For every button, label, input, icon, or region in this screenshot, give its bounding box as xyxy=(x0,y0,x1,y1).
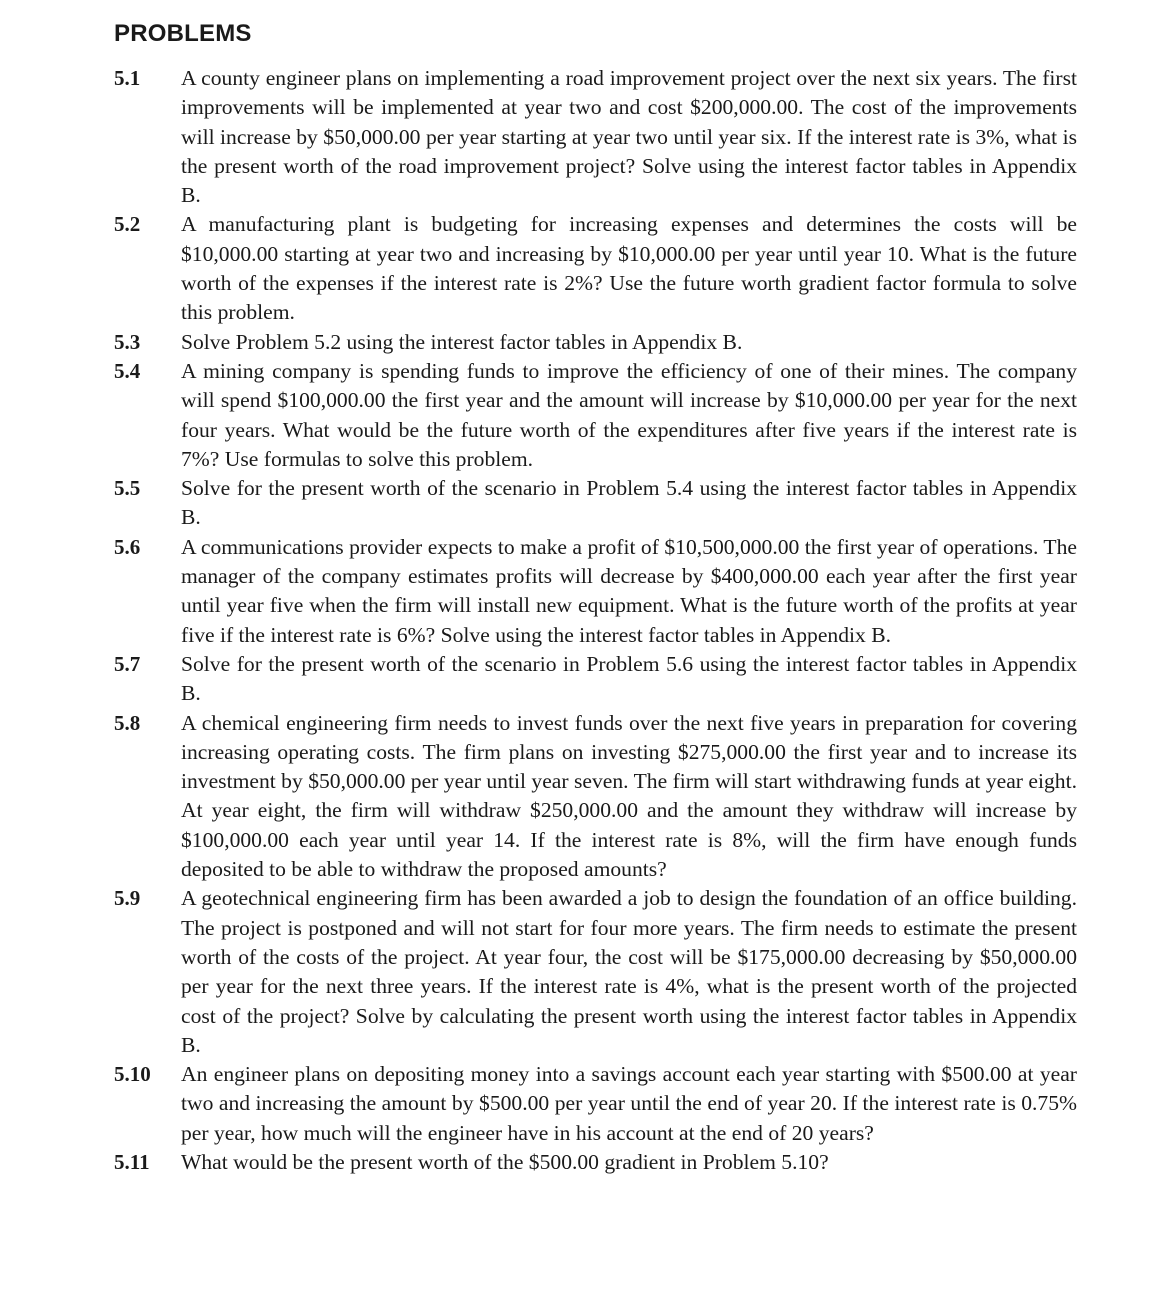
problem-text: A county engineer plans on implementing a road improvement project over the next six years. The first improvements will be implemented at year two and cost $200,000.00. The cost of the improvements will increase by $50,000.00 per year starting at year two until year six. If the interest rate is 3%, what is the present worth of the road improvement project? Solve using the interest factor tables in Appendix B. xyxy=(181,66,1077,208)
problem-item xyxy=(0,884,1173,1060)
problem-item xyxy=(0,210,1173,327)
problem-text: A chemical engineering firm needs to invest funds over the next five years in preparation for covering increasing operating costs. The firm plans on investing $275,000.00 the first year and to increase its investment by $50,000.00 per year until year seven. The firm will start withdrawing funds at year eight. At year eight, the firm will withdraw $250,000.00 and the amount they withdraw will increase by $100,000.00 each year until year 14. If the interest rate is 8%, will the firm have enough funds deposited to be able to withdraw the proposed amounts? xyxy=(181,710,1077,882)
problem-number: 5.9 xyxy=(114,886,141,911)
problem-item xyxy=(0,709,1173,885)
problem-item xyxy=(0,357,1173,474)
problem-text: An engineer plans on depositing money into a savings account each year starting with $500.00 at year two and increasing the amount by $500.00 per year until the end of year 20. If the interest rate is 0.75% per year, how much will the engineer have in his account at the end of 20 years? xyxy=(181,1062,1077,1145)
problem-text: A communications provider expects to make a profit of $10,500,000.00 the first year of operations. The manager of the company estimates profits will decrease by $400,000.00 each year after the first year until year five when the firm will install new equipment. What is the future worth of the profits at year five if the interest rate is 6%? Solve using the interest factor tables in Appendix B. xyxy=(181,534,1077,647)
problem-item xyxy=(0,1148,1173,1177)
problem-number: 5.1 xyxy=(114,66,141,90)
problem-list xyxy=(0,64,1173,1177)
problem-number: 5.4 xyxy=(114,358,141,383)
problem-text: A geotechnical engineering firm has been awarded a job to design the foundation of an office building. The project is postponed and will not start for four more years. The firm needs to estimate the present worth of the costs of the project. At year four, the cost will be $175,000.00 decreasing by $50,000.00 per year for the next three years. If the interest rate is 4%, what is the present worth of the projected cost of the project? Solve by calculating the present worth using the interest factor tables in Appendix B. xyxy=(181,886,1077,1057)
problem-item xyxy=(0,328,1173,357)
problem-number: 5.6 xyxy=(114,534,141,559)
section-heading: PROBLEMS xyxy=(114,20,252,47)
problem-text: Solve for the present worth of the scenario in Problem 5.6 using the interest factor tables in Appendix B. xyxy=(181,651,1077,706)
problem-text: A mining company is spending funds to improve the efficiency of one of their mines. The company will spend $100,000.00 the first year and the amount will increase by $10,000.00 per year for the next four years. What would be the future worth of the expenditures after five years if the interest rate is 7%? Use formulas to solve this problem. xyxy=(181,358,1077,471)
problem-number: 5.2 xyxy=(114,212,141,237)
problem-item xyxy=(0,64,1173,210)
problem-item xyxy=(0,650,1173,709)
problem-item xyxy=(0,533,1173,650)
problem-number: 5.11 xyxy=(114,1149,150,1174)
problem-text: Solve Problem 5.2 using the interest factor tables in Appendix B. xyxy=(181,329,743,354)
problem-number: 5.8 xyxy=(114,710,141,735)
problem-number: 5.5 xyxy=(114,476,141,501)
problem-number: 5.7 xyxy=(114,651,141,676)
problem-number: 5.10 xyxy=(114,1062,151,1087)
problem-item xyxy=(0,1060,1173,1148)
problem-number: 5.3 xyxy=(114,329,141,354)
problem-item xyxy=(0,474,1173,533)
problem-text: A manufacturing plant is budgeting for increasing expenses and determines the costs will be $10,000.00 starting at year two and increasing by $10,000.00 per year until year 10. What is the future worth of the expenses if the interest rate is 2%? Use the future worth gradient factor formula to solve this problem. xyxy=(181,212,1077,325)
problem-text: Solve for the present worth of the scenario in Problem 5.4 using the interest factor tables in Appendix B. xyxy=(181,476,1077,530)
problem-text: What would be the present worth of the $500.00 gradient in Problem 5.10? xyxy=(181,1149,829,1174)
